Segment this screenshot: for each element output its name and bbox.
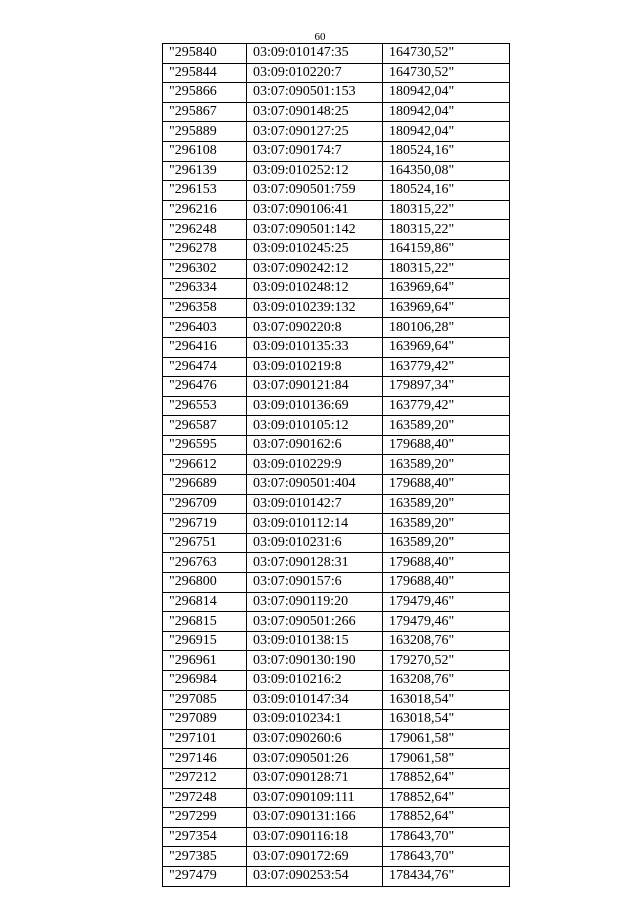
cadastral-number-cell: 03:09:010239:132: [247, 298, 383, 318]
table-row: [163, 102, 510, 122]
cadastral-number-cell: 03:07:090121:84: [247, 377, 383, 397]
table-row: [163, 592, 510, 612]
amount-cell: 179688,40": [383, 475, 510, 495]
data-table: [162, 43, 510, 887]
amount-cell: 163779,42": [383, 396, 510, 416]
amount-cell: 178852,64": [383, 788, 510, 808]
id-cell: "297089: [163, 710, 247, 730]
table-body: [163, 44, 510, 887]
table-row: [163, 768, 510, 788]
table-row: [163, 808, 510, 828]
table-row: [163, 83, 510, 103]
cadastral-number-cell: 03:07:090106:41: [247, 200, 383, 220]
table-row: [163, 200, 510, 220]
id-cell: "296595: [163, 435, 247, 455]
cadastral-number-cell: 03:09:010231:6: [247, 533, 383, 553]
amount-cell: 180315,22": [383, 259, 510, 279]
amount-cell: 179688,40": [383, 573, 510, 593]
id-cell: "297354: [163, 827, 247, 847]
table-row: [163, 514, 510, 534]
id-cell: "296814: [163, 592, 247, 612]
amount-cell: 179270,52": [383, 651, 510, 671]
table-row: [163, 631, 510, 651]
id-cell: "297385: [163, 847, 247, 867]
amount-cell: 180942,04": [383, 83, 510, 103]
id-cell: "296302: [163, 259, 247, 279]
amount-cell: 163208,76": [383, 631, 510, 651]
amount-cell: 179688,40": [383, 553, 510, 573]
cadastral-number-cell: 03:07:090128:31: [247, 553, 383, 573]
table-row: [163, 671, 510, 691]
id-cell: "296108: [163, 141, 247, 161]
id-cell: "296476: [163, 377, 247, 397]
table-row: [163, 298, 510, 318]
table-row: [163, 866, 510, 886]
amount-cell: 180942,04": [383, 102, 510, 122]
table-row: [163, 494, 510, 514]
table-row: [163, 455, 510, 475]
table-row: [163, 44, 510, 64]
amount-cell: 163779,42": [383, 357, 510, 377]
amount-cell: 178852,64": [383, 768, 510, 788]
id-cell: "297479: [163, 866, 247, 886]
amount-cell: 179061,58": [383, 749, 510, 769]
cadastral-number-cell: 03:07:090260:6: [247, 729, 383, 749]
table-row: [163, 279, 510, 299]
table-row: [163, 357, 510, 377]
table-row: [163, 122, 510, 142]
amount-cell: 163018,54": [383, 690, 510, 710]
table-row: [163, 259, 510, 279]
id-cell: "296800: [163, 573, 247, 593]
id-cell: "297299: [163, 808, 247, 828]
cadastral-number-cell: 03:07:090162:6: [247, 435, 383, 455]
table-row: [163, 435, 510, 455]
amount-cell: 179897,34": [383, 377, 510, 397]
cadastral-number-cell: 03:07:090501:142: [247, 220, 383, 240]
id-cell: "296612: [163, 455, 247, 475]
cadastral-number-cell: 03:07:090501:26: [247, 749, 383, 769]
cadastral-number-cell: 03:07:090148:25: [247, 102, 383, 122]
amount-cell: 179479,46": [383, 592, 510, 612]
id-cell: "295866: [163, 83, 247, 103]
table-row: [163, 612, 510, 632]
id-cell: "296403: [163, 318, 247, 338]
cadastral-number-cell: 03:07:090130:190: [247, 651, 383, 671]
page-number: 60: [314, 31, 326, 43]
id-cell: "296416: [163, 337, 247, 357]
id-cell: "296689: [163, 475, 247, 495]
table-row: [163, 396, 510, 416]
cadastral-number-cell: 03:07:090157:6: [247, 573, 383, 593]
cadastral-number-cell: 03:07:090128:71: [247, 768, 383, 788]
id-cell: "296709: [163, 494, 247, 514]
id-cell: "296961: [163, 651, 247, 671]
amount-cell: 164730,52": [383, 44, 510, 64]
table-row: [163, 377, 510, 397]
amount-cell: 180315,22": [383, 200, 510, 220]
amount-cell: 180315,22": [383, 220, 510, 240]
id-cell: "297101: [163, 729, 247, 749]
cadastral-number-cell: 03:09:010245:25: [247, 239, 383, 259]
table-row: [163, 651, 510, 671]
id-cell: "296751: [163, 533, 247, 553]
amount-cell: 180942,04": [383, 122, 510, 142]
id-cell: "296815: [163, 612, 247, 632]
id-cell: "295889: [163, 122, 247, 142]
table-row: [163, 690, 510, 710]
amount-cell: 179061,58": [383, 729, 510, 749]
id-cell: "295867: [163, 102, 247, 122]
table-row: [163, 416, 510, 436]
cadastral-number-cell: 03:07:090501:404: [247, 475, 383, 495]
id-cell: "296334: [163, 279, 247, 299]
cadastral-number-cell: 03:09:010229:9: [247, 455, 383, 475]
cadastral-number-cell: 03:07:090501:266: [247, 612, 383, 632]
id-cell: "296719: [163, 514, 247, 534]
cadastral-number-cell: 03:07:090131:166: [247, 808, 383, 828]
table-row: [163, 141, 510, 161]
cadastral-number-cell: 03:07:090172:69: [247, 847, 383, 867]
cadastral-number-cell: 03:09:010147:34: [247, 690, 383, 710]
table-row: [163, 710, 510, 730]
table-row: [163, 337, 510, 357]
cadastral-number-cell: 03:07:090501:153: [247, 83, 383, 103]
id-cell: "297085: [163, 690, 247, 710]
cadastral-number-cell: 03:09:010136:69: [247, 396, 383, 416]
amount-cell: 178643,70": [383, 847, 510, 867]
id-cell: "297212: [163, 768, 247, 788]
id-cell: "296763: [163, 553, 247, 573]
cadastral-number-cell: 03:09:010216:2: [247, 671, 383, 691]
cadastral-number-cell: 03:09:010138:15: [247, 631, 383, 651]
amount-cell: 163589,20": [383, 533, 510, 553]
cadastral-number-cell: 03:07:090174:7: [247, 141, 383, 161]
table-row: [163, 475, 510, 495]
id-cell: "296139: [163, 161, 247, 181]
cadastral-number-cell: 03:09:010234:1: [247, 710, 383, 730]
id-cell: "296248: [163, 220, 247, 240]
cadastral-number-cell: 03:07:090242:12: [247, 259, 383, 279]
amount-cell: 179688,40": [383, 435, 510, 455]
table-row: [163, 553, 510, 573]
id-cell: "296915: [163, 631, 247, 651]
table-row: [163, 533, 510, 553]
table-row: [163, 788, 510, 808]
id-cell: "296553: [163, 396, 247, 416]
amount-cell: 163589,20": [383, 455, 510, 475]
amount-cell: 179479,46": [383, 612, 510, 632]
amount-cell: 163208,76": [383, 671, 510, 691]
amount-cell: 163589,20": [383, 494, 510, 514]
amount-cell: 163969,64": [383, 337, 510, 357]
id-cell: "296358: [163, 298, 247, 318]
amount-cell: 163589,20": [383, 514, 510, 534]
cadastral-number-cell: 03:09:010219:8: [247, 357, 383, 377]
amount-cell: 180524,16": [383, 141, 510, 161]
amount-cell: 164730,52": [383, 63, 510, 83]
id-cell: "297248: [163, 788, 247, 808]
id-cell: "296587: [163, 416, 247, 436]
amount-cell: 163589,20": [383, 416, 510, 436]
cadastral-number-cell: 03:07:090127:25: [247, 122, 383, 142]
cadastral-number-cell: 03:09:010220:7: [247, 63, 383, 83]
amount-cell: 163969,64": [383, 298, 510, 318]
table-row: [163, 318, 510, 338]
amount-cell: 178643,70": [383, 827, 510, 847]
table-row: [163, 63, 510, 83]
table-row: [163, 847, 510, 867]
id-cell: "296278: [163, 239, 247, 259]
amount-cell: 164350,08": [383, 161, 510, 181]
amount-cell: 178852,64": [383, 808, 510, 828]
table-row: [163, 161, 510, 181]
table-row: [163, 181, 510, 201]
id-cell: "295840: [163, 44, 247, 64]
id-cell: "296984: [163, 671, 247, 691]
id-cell: "297146: [163, 749, 247, 769]
cadastral-number-cell: 03:09:010147:35: [247, 44, 383, 64]
cadastral-number-cell: 03:07:090109:111: [247, 788, 383, 808]
table-row: [163, 220, 510, 240]
cadastral-number-cell: 03:07:090220:8: [247, 318, 383, 338]
table-row: [163, 239, 510, 259]
amount-cell: 163969,64": [383, 279, 510, 299]
amount-cell: 180106,28": [383, 318, 510, 338]
cadastral-number-cell: 03:07:090501:759: [247, 181, 383, 201]
table-row: [163, 749, 510, 769]
id-cell: "295844: [163, 63, 247, 83]
amount-cell: 164159,86": [383, 239, 510, 259]
cadastral-number-cell: 03:09:010248:12: [247, 279, 383, 299]
cadastral-number-cell: 03:09:010252:12: [247, 161, 383, 181]
cadastral-number-cell: 03:07:090116:18: [247, 827, 383, 847]
table-row: [163, 729, 510, 749]
table-row: [163, 827, 510, 847]
amount-cell: 178434,76": [383, 866, 510, 886]
id-cell: "296474: [163, 357, 247, 377]
cadastral-number-cell: 03:09:010112:14: [247, 514, 383, 534]
cadastral-number-cell: 03:09:010105:12: [247, 416, 383, 436]
amount-cell: 163018,54": [383, 710, 510, 730]
cadastral-number-cell: 03:09:010135:33: [247, 337, 383, 357]
cadastral-number-cell: 03:09:010142:7: [247, 494, 383, 514]
amount-cell: 180524,16": [383, 181, 510, 201]
id-cell: "296153: [163, 181, 247, 201]
cadastral-number-cell: 03:07:090253:54: [247, 866, 383, 886]
cadastral-number-cell: 03:07:090119:20: [247, 592, 383, 612]
id-cell: "296216: [163, 200, 247, 220]
table-row: [163, 573, 510, 593]
